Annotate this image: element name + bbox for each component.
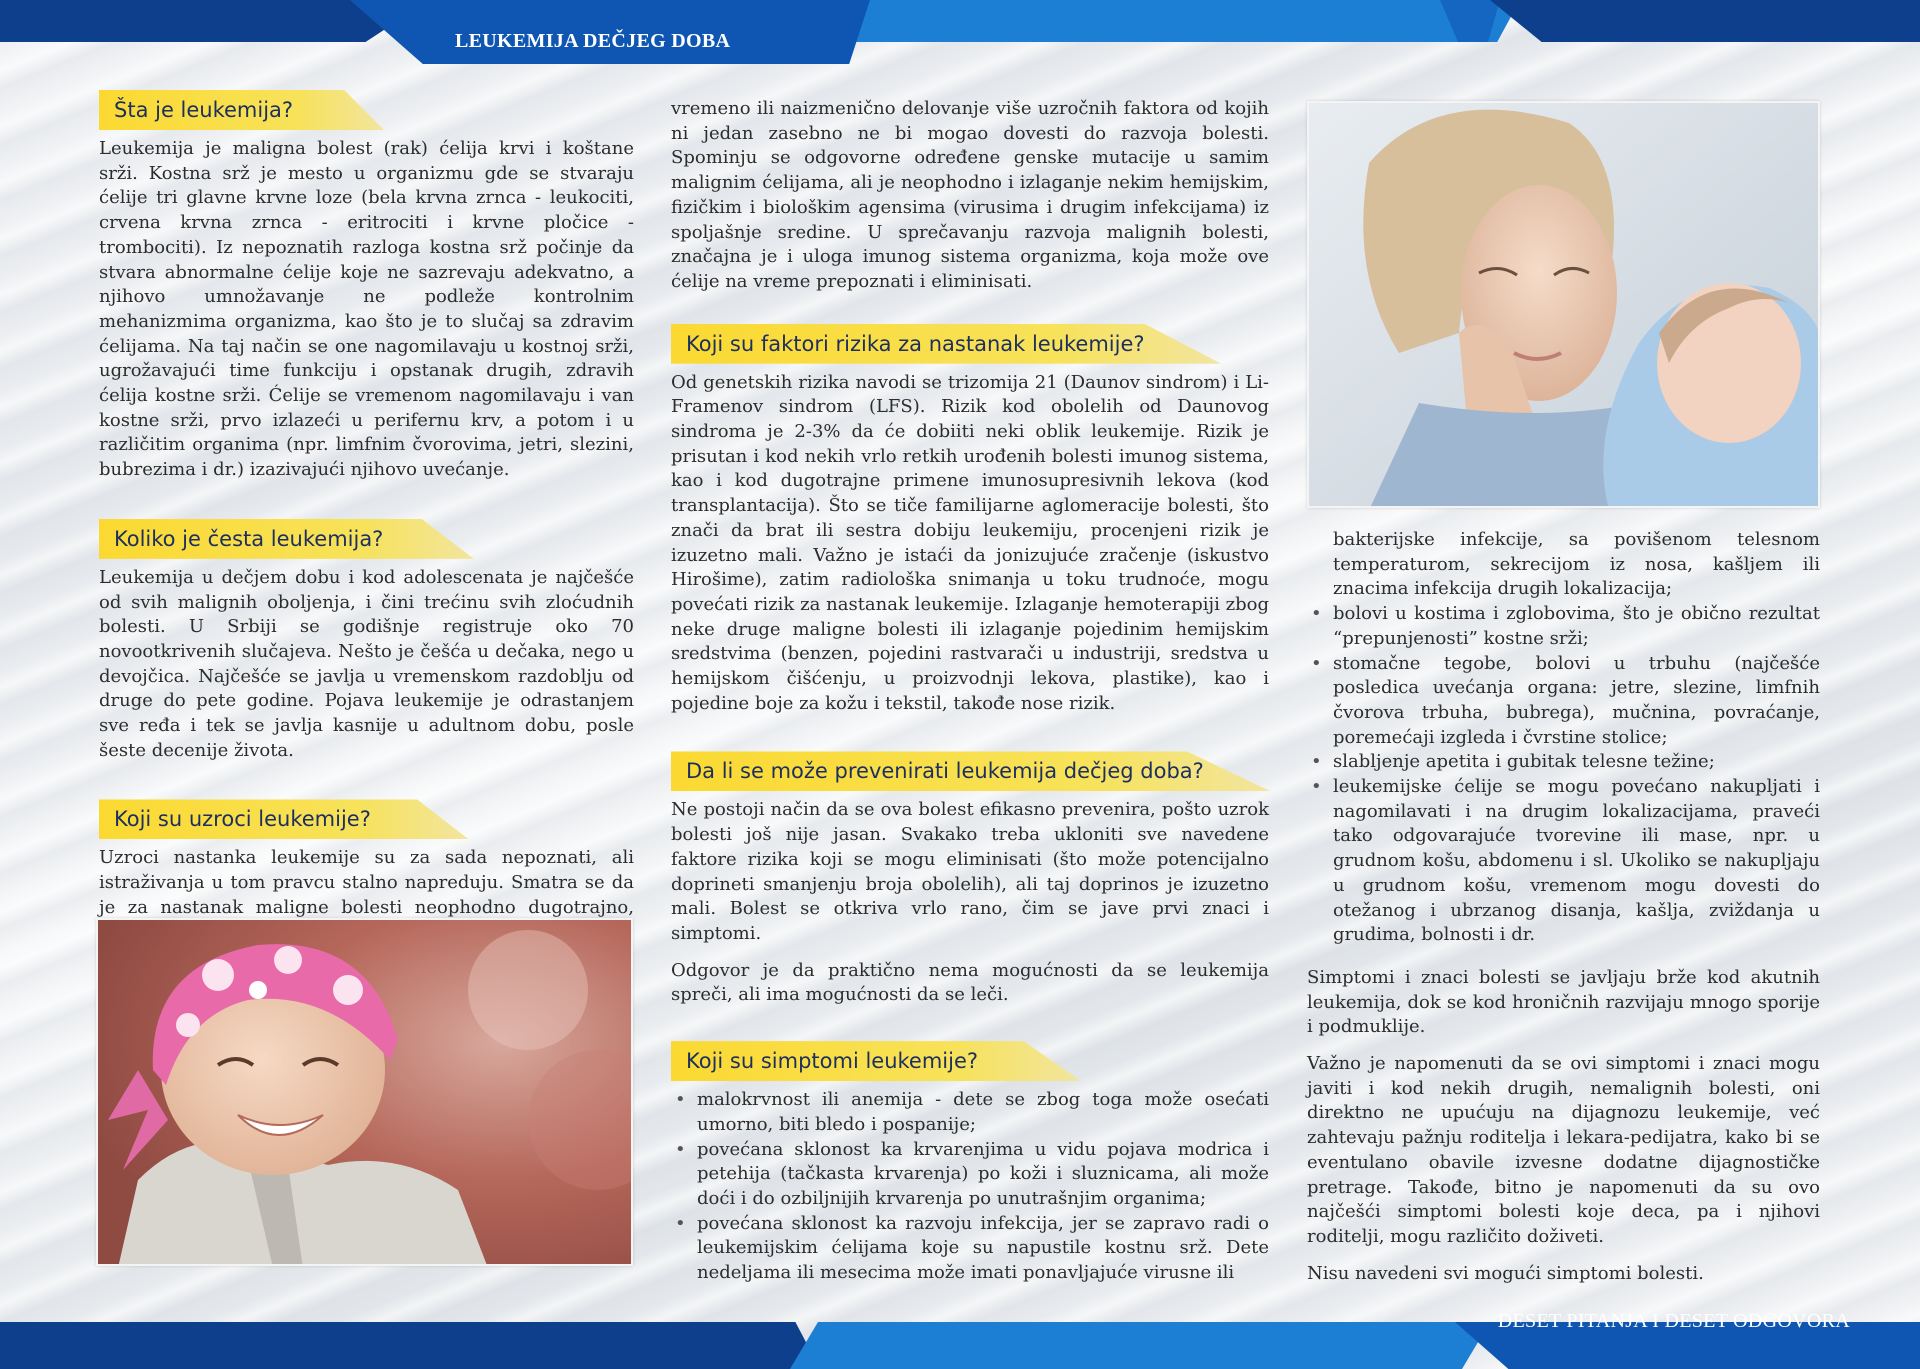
heading-risk-factors: Koji su faktori rizika za nastanak leukemije?: [686, 331, 1145, 356]
list-item: • malokrvnost ili anemija - dete se zbog toga može osećati umorno, biti bledo i pospanije;: [671, 1088, 1269, 1137]
paragraph-causes-continued: vremeno ili naizmenično delovanje više uzročnih faktora od kojih ni jedan zasebno ne bi mogao dovesti do razvoja bolesti. Spominju se odgovorne određene genske mutacije u samim malignim ćelijama, ali je neophodno i izlaganje nekim hemijskim, fizičkim i biološkim agensima (virusima i drugim infekcijama) iz spoljašnje sredine. U sprečavanju razvoja malignih bolesti, značajna je i uloga imunog sistema organizma, koja može ove ćelije na vreme prepoznati i eliminisati.: [671, 98, 1269, 292]
heading-what-is-leukemia: Šta je leukemija?: [114, 98, 294, 122]
photo-mother-and-sick-child: [1307, 101, 1820, 508]
column-middle: [671, 97, 1269, 1304]
list-item: • povećana sklonost ka razvoju infekcija, jer se zapravo radi o leukemijskim ćelijama koje su napustile kostnu srž. Dete nedeljama ili mesecima može imati ponavljajuće virusne ili: [671, 1212, 1269, 1286]
list-item: • slabljenje apetita i gubitak telesne težine;: [1307, 750, 1820, 775]
heading-causes: Koji su uzroci leukemije?: [114, 807, 371, 832]
list-item: • stomačne tegobe, bolovi u trbuhu (najčešće posledica uvećanja organa: jetre, slezine, limfnih čvorova trbuha, bubrega), mučnina, povraćanje, poremećaji izgleda i čvrstine stolice;: [1307, 652, 1820, 751]
paragraph-prevention: Ne postoji način da se ova bolest efikasno prevenira, pošto uzrok bolesti još nije jasan. Svakako treba ukloniti sve navedene faktore rizika koji se mogu eliminisati (što može potencijalno doprineti smanjenju broja obolelih), ali taj doprinos je izuzetno mali. Bolest se otkriva vrlo rano, čim se jave prvi znaci i simptomi.: [671, 799, 1269, 944]
section-heading: [99, 90, 634, 130]
paragraph-prevention-answer: Odgovor je da praktično nema mogućnosti da se leukemija spreči, ali ima mogućnosti da se leči.: [671, 959, 1269, 1006]
paragraph-risk-factors: Od genetskih rizika navodi se trizomija 21 (Daunov sindrom) i Li-Framenov sindrom (LFS). Rizik kod obolelih od Daunovog sindroma je 2-3% da će dobiiti neki oblik leukemije. Rizik je prisutan i kod nekih vrlo retkih urođenih bolesti imunog sistema, kao i kod dugotrajne primene imunosupresivnih lekova (kod transplantacija). Što se tiče familijarne aglomeracije bolesti, što znači da brat ili sestra dobiju leukemiju, procenjeni rizik je izuzetno mali. Važno je istaći da jonizujuće zračenje (iskustvo Hirošime), zatim radiološka snimanja u toku trudnoće, mogu povećati rizik za nastanak leukemije. Izlaganje hemoterapiji zbog neke druge maligne bolesti ili izlaganje pojedinim hemijskim sredstvima (benzen, pojedini rastvarači u industriji, sredstva u hemijskom čišćenju, u proizvodnji lekova, plastike), kao i pojedine boje za kožu i tekstil, takođe nose rizik.: [671, 371, 1269, 714]
heading-symptoms: Koji su simptomi leukemije?: [686, 1049, 979, 1074]
symptoms-list: [671, 1088, 1269, 1286]
column-left: [99, 90, 634, 945]
section-heading: [671, 751, 1269, 791]
page-footer-title: DESET PITANJA I DESET ODGOVORA: [1497, 1310, 1850, 1332]
section-heading: [99, 799, 634, 839]
paragraph-not-all-symptoms: Nisu navedeni svi mogući simptomi bolesti.: [1307, 1262, 1704, 1284]
list-item: • povećana sklonost ka krvarenjima u vidu pojava modrica i petehija (tačkasta krvarenja) po koži i sluznicama, ali može doći i do ozbiljnijih krvarenja po unutrašnjim organima;: [671, 1138, 1269, 1212]
heading-how-common: Koliko je česta leukemija?: [114, 526, 384, 551]
list-item: • bolovi u kostima i zglobovima, što je obično rezultat “prepunjenosti” kostne srži;: [1307, 602, 1820, 651]
top-banner: [0, 0, 1920, 42]
paragraph-other-diseases: Važno je napomenuti da se ovi simptomi i znaci mogu javiti i kod nekih drugih, nemalignih bolesti, oni direktno ne upućuju na dijagnozu leukemije, već zahtevaju pažnju roditelja i lekara-pedijatra, kako bi se eventulano obavile izvesne dodatne dijagnostičke pretrage. Takođe, bitno je napomenuti da su ovo najčešći simptomi bolesti koje deca, pa i njihovi roditelji, mogu različito doživeti.: [1307, 1053, 1820, 1247]
paragraph-causes: Uzroci nastanka leukemije su za sada nepoznati, ali istraživanja u tom pravcu stalno napreduju. Smatra se da je za nastanak maligne bolesti neophodno dugotrajno,: [99, 847, 634, 918]
heading-prevention: Da li se može prevenirati leukemija dečjeg doba?: [686, 759, 1204, 784]
list-item: • leukemijske ćelije se mogu povećano nakupljati i nagomilavati i na drugim lokalizacijama, praveći tako odgovarajuće tvorevine ili mase, npr. u grudnom košu, abdomenu i sl. Ukoliko se nakupljaju u grudnom košu, vremenom mogu dovesti do otežanog i ubrzanog disanja, kašlja, zviždanja u grudima, bolnosti i dr.: [1307, 775, 1820, 948]
photo-smiling-girl-headscarf: [96, 918, 633, 1266]
symptoms-list-continued: [1307, 602, 1820, 948]
paragraph-what-is-leukemia: Leukemija je maligna bolest (rak) ćelija krvi i koštane srži. Kostna srž je mesto u organizmu gde se stvaraju ćelije tri glavne krvne loze (bela krvna zrnca - leukociti, crvena krvna zrnca - eritrociti i krvne pločice - trombociti). Iz nepoznatih razloga kostna srž počinje da stvara abnormalne ćelije koje ne sazrevaju adekvatno, a njihovo umnožavanje ne podleže kontrolnim mehanizmima organizma, kao što je to slučaj sa zdravim ćelijama. Na taj način se one nagomilavaju u kostnoj srži, ugrožavajući time funkciju i opstanak drugih, zdravih ćelija kostne srži. Ćelije se vremenom nagomilavaju i van kostne srži, prvo izlazeći u perifernu krv, a potom i u različitim organima (npr. limfnim čvorovima, jetri, slezini, bubrezima i dr.) izazivajući njihovo uvećanje.: [99, 138, 634, 481]
paragraph-how-common: Leukemija u dečjem dobu i kod adolescenata je najčešće od svih malignih oboljenja, i čini trećinu svih zloćudnih bolesti. U Srbiji se godišnje registruje oko 70 novootkrivenih slučajeva. Nešto je češća u dečaka, nego u devojčica. Najčešće se javlja u vremenskom razdoblju od druge do pete godine. Pojava leukemije je odrastanjem sve ređa i tek se javlja kasnije u adultnom dobu, posle šeste decenije života.: [99, 566, 634, 761]
page-header-title: LEUKEMIJA DEČJEG DOBA: [455, 30, 731, 52]
section-heading: [671, 1041, 1269, 1081]
section-heading: [671, 324, 1269, 364]
paragraph-infections-continued: bakterijske infekcije, sa povišenom telesnom temperaturom, sekrecijom iz nosa, kašljem ili znacima infekcija drugih lokalizacija;: [1333, 529, 1820, 600]
paragraph-acute-vs-chronic: Simptomi i znaci bolesti se javljaju brže kod akutnih leukemija, dok se kod hroničnih razvijaju mnogo sporije i podmuklije.: [1307, 966, 1820, 1038]
column-right: [1307, 528, 1820, 1286]
section-heading: [99, 519, 634, 559]
